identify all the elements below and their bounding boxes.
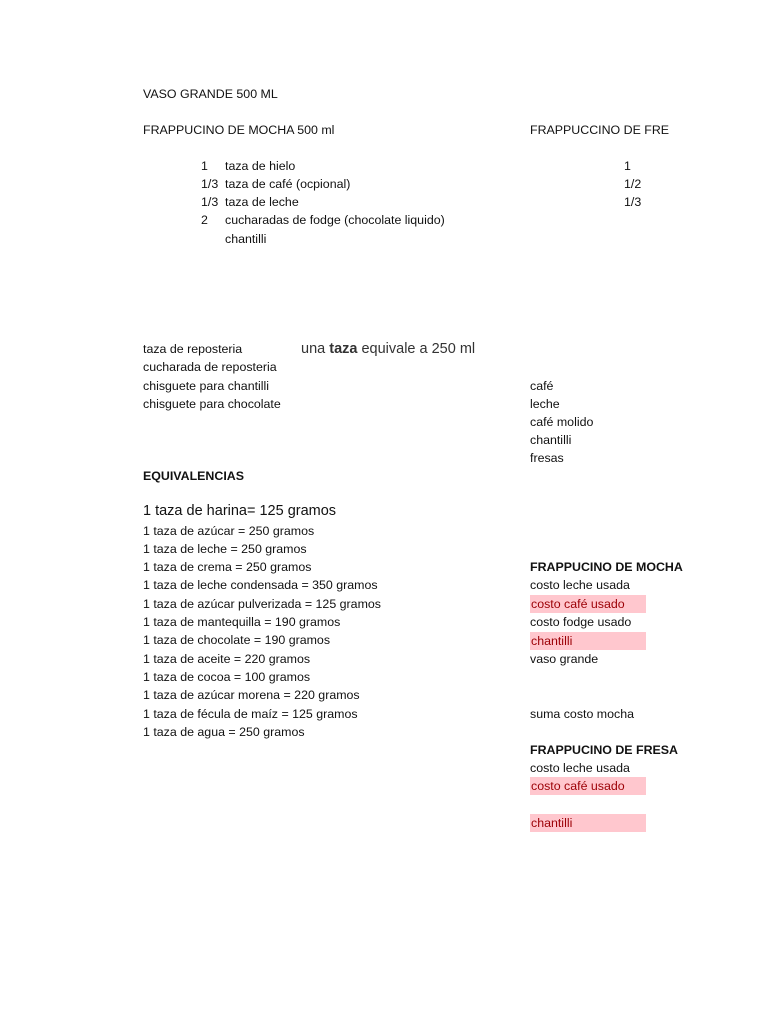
equivalencia-item: 1 taza de chocolate = 190 gramos [143,633,331,647]
recipe-qty-2: 1/3 [201,177,219,191]
fresa-qty-1: 1 [624,159,631,173]
recipe-desc-4: cucharadas de fodge (chocolate liquido) [225,213,445,227]
equivalencia-item: 1 taza de cocoa = 100 gramos [143,670,311,684]
cost-vaso-mocha: vaso grande [530,652,599,666]
recipe-qty-4: 2 [201,213,208,227]
ingredient-cafe-molido: café molido [530,415,594,429]
costs-mocha-title: FRAPPUCINO DE MOCHA [530,560,683,574]
costs-fresa-title: FRAPPUCINO DE FRESA [530,743,679,757]
equivalencia-harina: 1 taza de harina= 125 gramos [143,503,337,519]
equivalencia-item: 1 taza de mantequilla = 190 gramos [143,615,341,629]
equivalencia-item: 1 taza de crema = 250 gramos [143,560,312,574]
cost-cafe-fresa: costo café usado [530,777,646,795]
cost-cafe-mocha: costo café usado [530,595,646,613]
ingredient-cafe: café [530,379,554,393]
recipe-qty-3: 1/3 [201,195,219,209]
measure-chisguete-chantilli: chisguete para chantilli [143,379,270,393]
ingredient-fresas: fresas [530,451,564,465]
equivalencia-item: 1 taza de aceite = 220 gramos [143,652,311,666]
equivalencia-item: 1 taza de fécula de maíz = 125 gramos [143,707,358,721]
equivalencia-item: 1 taza de leche condensada = 350 gramos [143,578,378,592]
frappe-mocha-title: FRAPPUCINO DE MOCHA 500 ml [143,123,335,137]
equivalencias-title: EQUIVALENCIAS [143,469,244,483]
recipe-desc-1: taza de hielo [225,159,296,173]
taza-note: una taza equivale a 250 ml [301,341,476,357]
measure-taza: taza de reposteria [143,342,243,356]
equivalencia-item: 1 taza de azúcar = 250 gramos [143,524,315,538]
cost-chantilli-mocha: chantilli [530,632,646,650]
recipe-qty-1: 1 [201,159,208,173]
vaso-grande-title: VASO GRANDE 500 ML [143,87,278,101]
measure-cucharada: cucharada de reposteria [143,360,277,374]
recipe-desc-2: taza de café (ocpional) [225,177,351,191]
cost-leche-fresa: costo leche usada [530,761,630,775]
recipe-desc-5: chantilli [225,232,267,246]
ingredient-chantilli: chantilli [530,433,572,447]
equivalencia-item: 1 taza de azúcar pulverizada = 125 gramos [143,597,381,611]
cost-fodge-mocha: costo fodge usado [530,615,632,629]
fresa-qty-3: 1/3 [624,195,642,209]
cost-chantilli-fresa: chantilli [530,814,646,832]
suma-costo-mocha: suma costo mocha [530,707,634,721]
cost-leche-mocha: costo leche usada [530,578,630,592]
equivalencia-item: 1 taza de agua = 250 gramos [143,725,305,739]
equivalencia-item: 1 taza de azúcar morena = 220 gramos [143,688,360,702]
fresa-qty-2: 1/2 [624,177,642,191]
ingredient-leche: leche [530,397,560,411]
frappe-fresa-title: FRAPPUCCINO DE FRE [530,123,670,137]
measure-chisguete-chocolate: chisguete para chocolate [143,397,281,411]
equivalencia-item: 1 taza de leche = 250 gramos [143,542,307,556]
recipe-desc-3: taza de leche [225,195,299,209]
